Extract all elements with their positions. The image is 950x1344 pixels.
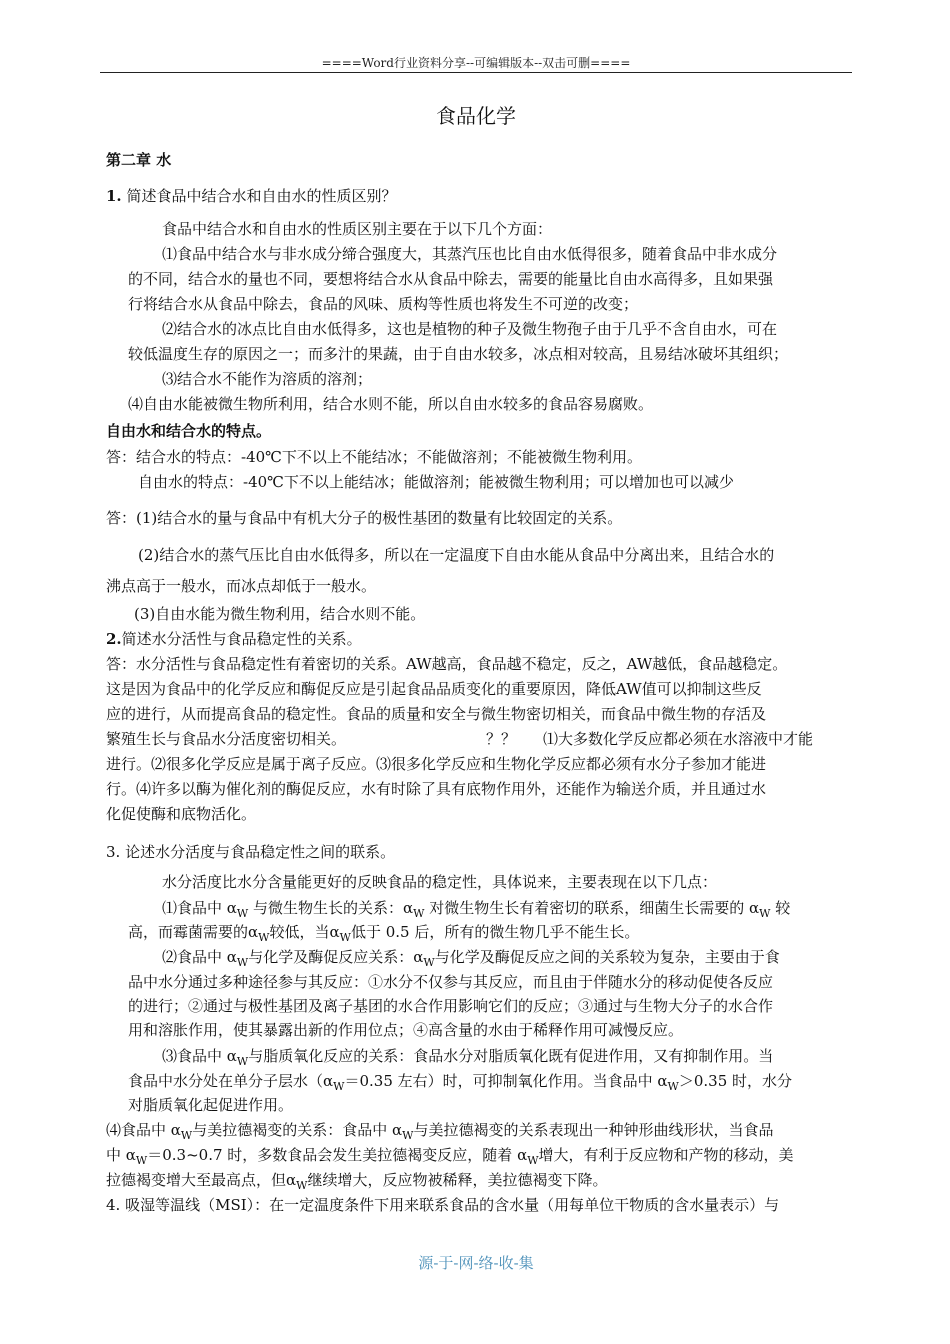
footer-text: 源-于-网-络-收-集 [418,1254,534,1272]
q3-s3-line2: 食品中水分处在单分子层水（$\alpha_W=0.35$ 左右）时，可抑制氧化作用。当食品中 $\alpha_W>0.35$ 时，水分 [128,1072,793,1093]
aw-symbol: $\alpha_W$ [413,948,435,969]
q2-line-7: 化促使酶和底物活化。 [106,805,257,823]
q1-p2-line1: ⑵结合水的冰点比自由水低得多，这也是植物的种子及微生物孢子由于几乎不含自由水，可在 [162,320,778,338]
features-heading: 自由水和结合水的特点。 [106,422,272,440]
q3-s2-line3: 的进行；②通过与极性基团及离子基团的水合作用影响它们的反应；③通过与生物大分子的水合作 [128,997,774,1015]
q4-line-1: 4. 吸湿等温线（MSI）：在一定温度条件下用来联系食品的含水量（用每单位干物质的含水量表示）与 [106,1196,780,1214]
page-title: 食品化学 [436,104,516,128]
q1-p1-line2: 的不同，结合水的量也不同，要想将结合水从食品中除去，需要的能量比自由水高得多，且如果强 [128,270,774,288]
features-answer-1: 答：结合水的特点：-40℃下不以上不能结冰；不能做溶剂；不能被微生物利用。 [106,448,642,466]
q3-s4-line1: ⑷食品中 $\alpha_W$与美拉德褐变的关系：食品中 $\alpha_W$与美拉德褐变的关系表现出一种钟形曲线形状，当食品 [106,1121,774,1142]
q3-heading: 3. 论述水分活度与食品稳定性之间的联系。 [106,843,396,861]
features-answer-b1: 答：(1)结合水的量与食品中有机大分子的极性基团的数量有比较固定的关系。 [106,509,623,527]
q2-line-2: 这是因为食品中的化学反应和酶促反应是引起食品品质变化的重要原因，降低AW值可以抑制这些反 [106,680,762,698]
q1-p3: ⑶结合水不能作为溶质的溶剂； [162,370,373,388]
aw-symbol: $\alpha_W$ [329,923,351,944]
aw-symbol: $\alpha_W$ [170,1121,193,1142]
q2-number: 2. [106,630,122,648]
aw-symbol: $\alpha_W$ [403,899,425,920]
q2-line-4b: ？？ [486,730,517,748]
q1-heading [106,186,396,206]
aw-symbol: $\alpha_W$ [226,899,249,920]
chapter-heading: 第二章 水 [106,151,172,169]
features-answer-2: 自由水的特点：-40℃下不以上能结冰；能做溶剂；能被微生物利用；可以增加也可以减少 [138,473,734,491]
features-answer-b2-line1: (2)结合水的蒸气压比自由水低得多，所以在一定温度下自由水能从食品中分离出来，且结合水的 [138,546,775,564]
aw-symbol: $\alpha_W$ [125,1146,148,1167]
aw-symbol: $\alpha_W$ [392,1121,414,1142]
q3-s2-line1: ⑵食品中 $\alpha_W$与化学及酶促反应关系：$\alpha_W$与化学及酶促反应之间的关系较为复杂，主要由于食 [162,948,780,969]
features-answer-b3: (3)自由水能为微生物利用，结合水则不能。 [134,605,426,623]
q1-p1-line1: ⑴食品中结合水与非水成分缔合强度大，其蒸汽压也比自由水低得很多，随着食品中非水成分 [162,245,778,263]
aw-symbol: $\alpha_W$ [657,1072,679,1093]
q1-number: 1. [106,187,122,205]
aw-symbol: $\alpha_W$ [226,1047,249,1068]
q3-s3-line1: ⑶食品中 $\alpha_W$与脂质氧化反应的关系：食品水分对脂质氧化既有促进作用，又有抑制作用。当 [162,1047,774,1068]
aw-symbol: $\alpha_W$ [226,948,249,969]
aw-symbol: $\alpha_W$ [749,899,771,920]
q1-p4: ⑷自由水能被微生物所利用，结合水则不能，所以自由水较多的食品容易腐败。 [128,395,654,413]
q2-line-5: 进行。⑵很多化学反应是属于离子反应。⑶很多化学反应和生物化学反应都必须有水分子参加才能进 [106,755,767,773]
q1-p1-line3: 行将结合水从食品中除去，食品的风味、质构等性质也将发生不可逆的改变； [128,295,639,313]
q2-question: 简述水分活性与食品稳定性的关系。 [121,630,362,648]
aw-symbol: $\alpha_W$ [248,923,270,944]
header-text: ====Word行业资料分享--可编辑版本--双击可删==== [321,56,631,70]
features-answer-b2-line2: 沸点高于一般水，而冰点却低于一般水。 [106,577,377,595]
aw-symbol: $\alpha_W$ [517,1146,539,1167]
q3-s2-line4: 用和溶胀作用，使其暴露出新的作用位点；④高含量的水由于稀释作用可减慢反应。 [128,1021,684,1039]
q2-heading [106,629,362,649]
q3-s1-line2: 高，而霉菌需要的$\alpha_W$较低，当$\alpha_W$低于 0.5 后，所有的微生物几乎不能生长。 [128,923,640,944]
q1-question: 简述食品中结合水和自由水的性质区别？ [126,187,397,205]
q2-line-3: 应的进行，从而提高食品的稳定性。食品的质量和安全与微生物密切相关，而食品中微生物的存活及 [106,705,767,723]
q3-s1-line1: ⑴食品中 $\alpha_W$ 与微生物生长的关系：$\alpha_W$ 对微生物生长有着密切的联系，细菌生长需要的 $\alpha_W$ 较 [162,899,791,920]
q3-s3-line3: 对脂质氧化起促进作用。 [128,1096,294,1114]
aw-symbol: $\alpha_W$ [286,1171,308,1192]
q2-line-6: 行。⑷许多以酶为催化剂的酶促反应，水有时除了具有底物作用外，还能作为输送介质，并且通过水 [106,780,767,798]
header-divider [100,72,852,73]
q3-s4-line2: 中 $\alpha_W=0.3\sim 0.7$ 时，多数食品会发生美拉德褐变反应，随着 $\alpha_W$增大，有利于反应物和产物的移动，美 [106,1146,794,1167]
q3-s2-line2: 品中水分通过多种途径参与其反应：①水分不仅参与其反应，而且由于伴随水分的移动促使各反应 [128,973,774,991]
aw-symbol: $\alpha_W$ [323,1072,345,1093]
q1-intro: 食品中结合水和自由水的性质区别主要在于以下几个方面： [162,220,553,238]
q2-line-4a: 繁殖生长与食品水分活度密切相关。 [106,730,347,748]
q1-p2-line2: 较低温度生存的原因之一；而多汁的果蔬，由于自由水较多，冰点相对较高，且易结冰破坏其组织； [128,345,789,363]
q3-s4-line3: 拉德褐变增大至最高点，但$\alpha_W$继续增大，反应物被稀释，美拉德褐变下降。 [106,1171,608,1192]
q2-line-4c: ⑴大多数化学反应都必须在水溶液中才能 [543,730,814,748]
q3-intro: 水分活度比水分含量能更好的反映食品的稳定性，具体说来，主要表现在以下几点： [162,873,718,891]
q2-line-1: 答：水分活性与食品稳定性有着密切的关系。AW越高，食品越不稳定，反之，AW越低，食品越稳定。 [106,655,788,673]
